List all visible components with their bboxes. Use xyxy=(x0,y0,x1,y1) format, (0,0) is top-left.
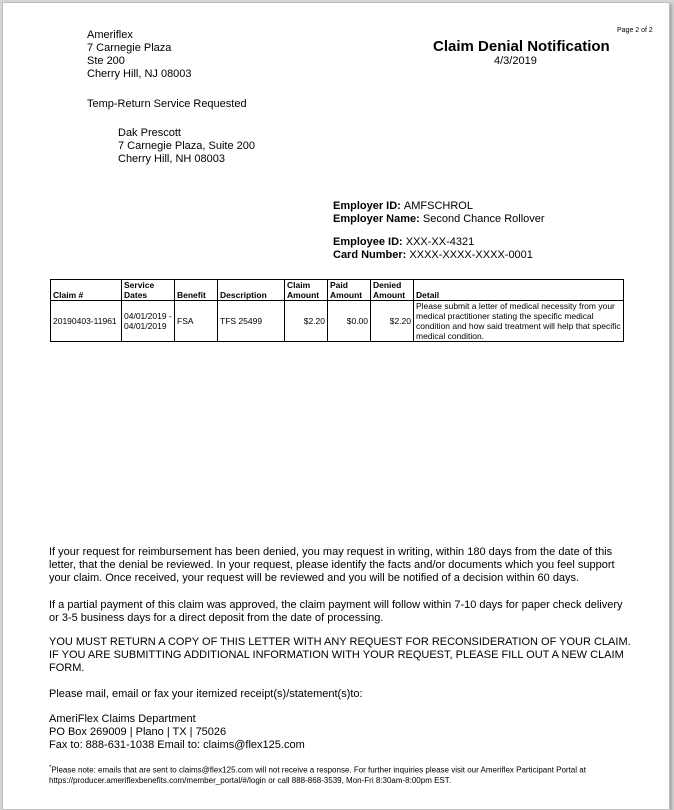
cell-paid-amount: $0.00 xyxy=(328,301,371,342)
service-note: Temp-Return Service Requested xyxy=(87,98,247,110)
table-header-row xyxy=(51,280,624,301)
col-denied-amount: Denied Amount xyxy=(371,280,414,301)
col-description: Description xyxy=(218,280,285,301)
recipient-address xyxy=(118,127,255,166)
claims-dept-line-2: PO Box 269009 | Plano | TX | 75026 xyxy=(49,726,227,738)
claims-dept-line-3: Fax to: 888-631-1038 Email to: claims@flex125.com xyxy=(49,739,305,751)
employer-name-label: Employer Name: xyxy=(333,213,420,225)
employer-name-value: Second Chance Rollover xyxy=(422,213,545,225)
claims-department-address xyxy=(49,713,305,752)
col-paid-amount: Paid Amount xyxy=(328,280,371,301)
sender-line-2: 7 Carnegie Plaza xyxy=(87,42,172,54)
cell-service-dates: 04/01/2019 - 04/01/2019 xyxy=(122,301,175,342)
employee-id-label: Employee ID: xyxy=(333,236,403,248)
paragraph-reimbursement: If your request for reimbursement has been denied, you may request in writing, within 180 days from the date of this letter, that the denial be reviewed. In your request, please identify the facts and/or documents which you feel support your claim. Once received, your request will be reviewed and you will be notified of a decision within 60 days. xyxy=(49,546,615,584)
col-claim-amount: Claim Amount xyxy=(285,280,328,301)
employee-id-value: XXX-XX-4321 xyxy=(405,236,475,248)
col-benefit: Benefit xyxy=(175,280,218,301)
claims-dept-line-1: AmeriFlex Claims Department xyxy=(49,713,196,725)
document-title: Claim Denial Notification xyxy=(433,38,610,55)
cell-detail: Please submit a letter of medical necessity from your medical practitioner stating the specific medical condition and how said treatment will help that specific medical condition. xyxy=(414,301,624,342)
page-number: Page 2 of 2 xyxy=(617,27,653,34)
cell-claim-number: 20190403-11961 xyxy=(51,301,122,342)
sender-line-3: Ste 200 xyxy=(87,55,125,67)
recipient-line-1: Dak Prescott xyxy=(118,127,181,139)
col-detail: Detail xyxy=(414,280,624,301)
paragraph-return-copy: YOU MUST RETURN A COPY OF THIS LETTER WITH ANY REQUEST FOR RECONSIDERATION OF YOUR CLAIM. IF YOU ARE SUBMITTING ADDITIONAL INFORMATION WITH YOUR REQUEST, PLEASE FILL OUT A NEW CLAIM FORM. xyxy=(49,636,631,674)
cell-claim-amount: $2.20 xyxy=(285,301,328,342)
paragraph-partial-payment: If a partial payment of this claim was approved, the claim payment will follow within 7-10 days for paper check delivery or 3-5 business days for a direct deposit from the date of processing. xyxy=(49,599,623,624)
card-number-label: Card Number: xyxy=(333,249,407,261)
table-row xyxy=(51,301,624,342)
footnote-text: Please note: emails that are sent to claims@flex125.com will not receive a response. For further inquiries please visit our Ameriflex Participant Portal at https://producer.ameriflexbenefits.com/member_portal/#/login or call 888-868-3539, Mon-Fri 8:30am-8:00pm EST. xyxy=(49,765,586,785)
employer-id-value: AMFSCHROL xyxy=(403,200,473,212)
cell-benefit: FSA xyxy=(175,301,218,342)
paragraph-mail-instructions: Please mail, email or fax your itemized receipt(s)/statement(s)to: xyxy=(49,688,363,700)
col-claim-number: Claim # xyxy=(51,280,122,301)
cell-denied-amount: $2.20 xyxy=(371,301,414,342)
document-page xyxy=(2,2,670,810)
recipient-line-3: Cherry Hill, NH 08003 xyxy=(118,153,225,165)
sender-address xyxy=(87,29,192,81)
cell-description: TFS 25499 xyxy=(218,301,285,342)
col-service-dates: Service Dates xyxy=(122,280,175,301)
employer-info xyxy=(333,200,545,226)
employer-id-label: Employer ID: xyxy=(333,200,401,212)
recipient-line-2: 7 Carnegie Plaza, Suite 200 xyxy=(118,140,255,152)
employee-info xyxy=(333,236,533,262)
claims-table xyxy=(50,279,624,342)
document-date: 4/3/2019 xyxy=(494,55,537,67)
card-number-value: XXXX-XXXX-XXXX-0001 xyxy=(409,249,533,261)
sender-line-4: Cherry Hill, NJ 08003 xyxy=(87,68,192,80)
sender-line-1: Ameriflex xyxy=(87,29,133,41)
footnote-marker: * xyxy=(49,765,52,771)
footnote xyxy=(49,763,633,786)
